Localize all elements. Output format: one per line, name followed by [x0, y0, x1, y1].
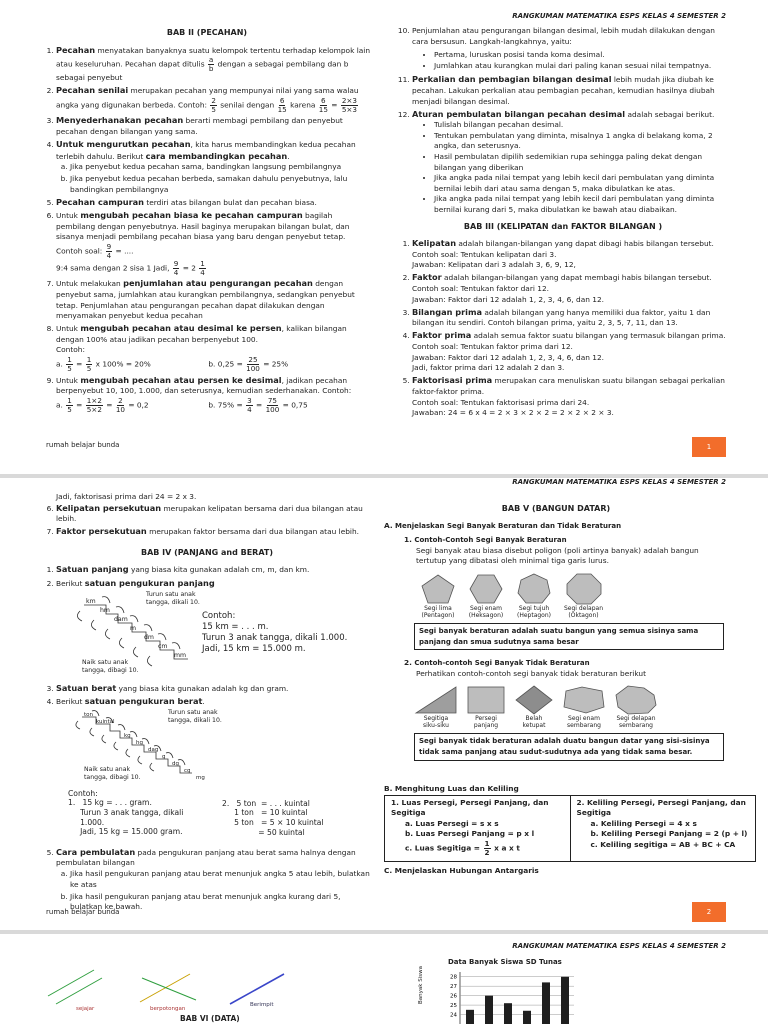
- bullet-item: • Hasil pembulatan dipilih sedemikian rupa sehingga paling dekat dengan bilangan yang diberikan: [434, 152, 728, 173]
- bullet-item: • Jumlahkan atau kurangkan mulai dari paling kanan sesuai nilai tempatnya.: [434, 61, 728, 72]
- octagon-shape: Segi delapan (Oktagon): [564, 573, 603, 619]
- irregular-polygon-definition: Segi banyak tidak beraturan adalah duatu bangun datar yang sisi-sisinya tidak sama panjang atau sudut-sudutnya ada yang tidak sama besar.: [414, 733, 724, 760]
- page-number: 1: [692, 437, 726, 457]
- section-b-heading: B. Menghitung Luas dan Keliling: [384, 784, 519, 793]
- y-tick-label: 24: [450, 1012, 457, 1019]
- sub-item: a. Jika hasil pengukuran panjang atau berat menunjuk angka 5 atau lebih, bulatkan ke atas: [70, 869, 372, 890]
- section-c-heading: C. Menjelaskan Hubungan Antargaris: [384, 865, 539, 875]
- chart-bar: [466, 1010, 474, 1024]
- left-column: [42, 492, 372, 914]
- irregular-hexagon-shape: Segi enam sembarang: [562, 685, 606, 729]
- weight-example-1: Contoh: 1. 15 kg = . . . gram. Turun 3 anak tangga, dikali 1.000. Jadi, 15 kg = 15.000 gram.: [68, 788, 184, 837]
- fraction: $\frac{6}{15}$: [277, 95, 287, 114]
- right-column: [384, 492, 728, 761]
- list-item: 5. Faktorisasi prima merupakan cara menuliskan suatu bilangan sebagai perkalian faktor-faktor prima. Contoh soal: Tentukan faktorisasi prima dari 24. Jawaban: 24 = 6 x 4 = 2 × 3 × 2 × 2 = 2 × 2 × 2 × 3.: [412, 375, 728, 418]
- list-item: 2. Pecahan senilai merupakan pecahan yang mempunyai nilai yang sama walau angka yang digunakan berbeda. Contoh: $\frac{2}{5}$ senilai dengan $\frac{6}{15}$ karena $\frac{6}{15}$ = $\frac{2\times 3}{5\times 3}$: [56, 85, 372, 114]
- page-3: [0, 934, 768, 1024]
- parallel-line-1: [48, 970, 94, 996]
- page-footer: rumah belajar bunda: [46, 908, 120, 916]
- page-header: RANGKUMAN MATEMATIKA ESPS KELAS 4 SEMESTER 2: [512, 942, 726, 950]
- bullet-item: • Pertama, luruskan posisi tanda koma desimal.: [434, 50, 728, 61]
- chart-bar: [561, 977, 569, 1024]
- intersecting-label: berpotongan: [150, 1006, 186, 1012]
- parallel-label: sejajar: [76, 1006, 95, 1012]
- list-item: 4. Faktor prima adalah semua faktor suatu bilangan yang termasuk bilangan prima. Contoh soal: Tentukan faktor prima dari 12. Jawaban: Faktor dari 12 adalah 1, 2, 3, 4, 6, dan 12. Jadi, faktor prima dari 12 adalah 2 dan 3.: [412, 330, 728, 373]
- bullet-item: • Jika angka pada nilai tempat yang lebih kecil dari pembulatan yang diminta bernilai lebih dari atau sama dengan 5, maka dibulatkan ke atas.: [434, 173, 728, 194]
- bullet-item: • Tulislah bilangan pecahan desimal.: [434, 120, 728, 131]
- y-tick-label: 28: [450, 974, 457, 981]
- bullet-item: • Jika angka pada nilai tempat yang lebih kecil dari pembulatan yang diminta bernilai kurang dari 5, maka dibulatkan ke bawah atau diabaikan.: [434, 194, 728, 215]
- bab2-list: [42, 45, 372, 414]
- list-item: 12. Aturan pembulatan bilangan pecahan desimal adalah sebagai berikut. • Tulislah bilangan pecahan desimal. • Tentukan pembulatan yang diminta, misalnya 1 angka di belakang koma, 2 angka, dan seterusnya. • Hasil pembulatan dipilih sedemikian rupa sehingga paling dekat dengan bilangan yang diberikan • Jika angka pada nilai tempat yang lebih kecil dari pembulatan yang diminta bernilai lebih dari atau sama dengan 5, maka dibulatkan ke atas. • Jika angka pada nilai tempat yang lebih kecil dari pembulatan yang diminta bernilai kurang dari 5, maka dibulatkan ke bawah atau diabaikan.: [412, 109, 728, 216]
- page-header: RANGKUMAN MATEMATIKA ESPS KELAS 4 SEMESTER 2: [512, 478, 726, 486]
- list-item: 2. Berikut satuan pengukuran panjang: [56, 578, 372, 590]
- step-down-note: Turun satu anak tangga, dikali 10.: [168, 708, 222, 724]
- list-item: 11. Perkalian dan pembagian bilangan desimal lebih mudah jika diubah ke pecahan. Lakukan perkalian atau pembagian pecahan, kemudian hasilnya diubah menjadi bilangan desimal.: [412, 74, 728, 107]
- list-item: 3. Satuan berat yang biasa kita gunakan adalah kg dan gram.: [56, 683, 372, 695]
- fraction: $\frac{6}{15}$: [318, 95, 328, 114]
- bab3-title: BAB III (KELIPATAN dan FAKTOR BILANGAN ): [463, 221, 663, 231]
- sub-item: b. Jika penyebut kedua pecahan berbeda, samakan dahulu penyebutnya, lalu bandingkan pembilangnya: [70, 174, 372, 195]
- chart-bar: [485, 996, 493, 1024]
- step-up-note: Naik satu anak tangga, dibagi 10.: [84, 765, 141, 781]
- chart-plot: [424, 958, 624, 1024]
- fraction: $\frac{1}{4}$: [200, 258, 205, 277]
- bab4-title: BAB IV (PANJANG and BERAT): [140, 547, 274, 557]
- bab4-list-3: [42, 847, 372, 913]
- list-item: 6. Kelipatan persekutuan merupakan kelipatan bersama dari dua bilangan atau lebih.: [56, 503, 372, 525]
- bar-chart: [418, 958, 624, 1024]
- step-up-note: Naik satu anak tangga, dibagi 10.: [82, 658, 139, 674]
- rhombus-shape: Belah ketupat: [514, 685, 554, 729]
- bab5-title: BAB V (BANGUN DATAR): [501, 504, 611, 513]
- fraction: $\frac{9}{4}$: [106, 241, 112, 260]
- section-a2: 2. Contoh-contoh Segi Banyak Tidak Beraturan Perhatikan contoh-contoh segi banyak tidak beraturan berikut: [404, 658, 646, 678]
- bab2-title: BAB II (PECAHAN): [166, 28, 248, 37]
- y-tick-label: 26: [450, 993, 457, 1000]
- y-tick-label: 27: [450, 984, 457, 991]
- page-footer: rumah belajar bunda: [46, 441, 120, 449]
- list-item: 1. Kelipatan adalah bilangan-bilangan yang dapat dibagi habis bilangan tersebut. Contoh soal: Tentukan kelipatan dari 3. Jawaban: Kelipatan dari 3 adalah 3, 6, 9, 12,: [412, 238, 728, 271]
- page-2: [0, 478, 768, 930]
- right-triangle-shape: Segitiga siku-siku: [414, 685, 458, 729]
- y-tick-label: 25: [450, 1003, 457, 1010]
- page-1: [0, 0, 768, 474]
- page-header: RANGKUMAN MATEMATIKA ESPS KELAS 4 SEMESTER 2: [512, 12, 726, 20]
- heptagon-shape: Segi tujuh (Heptagon): [516, 573, 552, 619]
- regular-polygon-definition: Segi banyak beraturan adalah suatu bangun yang semua sisinya sama panjang dan smua sudutnya sama besar: [414, 623, 724, 650]
- list-item: 3. Bilangan prima adalah bilangan yang hanya memiliki dua faktor, yaitu 1 dan bilangan itu sendiri. Contoh bilangan prima, yaitu 2, 3, 5, 7, 11, dan 13.: [412, 307, 728, 329]
- perimeter-heading: 2. Keliling Persegi, Persegi Panjang, dan Segitiga: [576, 797, 746, 818]
- left-column: [42, 26, 372, 415]
- intersecting-line-1: [140, 974, 190, 1002]
- irregular-octagon-shape: Segi delapan sembarang: [614, 685, 658, 729]
- length-example: Contoh: 15 km = . . . m. Turun 3 anak tangga, dikali 1.000. Jadi, 15 km = 15.000 m.: [202, 610, 348, 654]
- bab3-list: [398, 238, 728, 419]
- bab2-list-continued: [398, 26, 728, 216]
- section-a-heading: A. Menjelaskan Segi Banyak Beraturan dan Tidak Beraturan: [384, 520, 622, 530]
- fraction: $\frac{a}{b}$: [208, 55, 214, 74]
- bab4-list-2: [42, 683, 372, 708]
- y-axis-label: Banyak Siswa: [418, 966, 424, 1004]
- section-b: [384, 784, 756, 877]
- section-a1: 1. Contoh-Contoh Segi Banyak Beraturan Segi banyak atau biasa disebut poligon (poli artinya banyak) adalah bangun tertutup yang dibatasi oleh minimal tiga garis lurus.: [404, 535, 699, 566]
- fraction: $\frac{2}{5}$: [211, 95, 216, 114]
- area-heading: 1. Luas Persegi, Persegi Panjang, dan Segitiga: [391, 797, 549, 818]
- rectangle-shape: Persegi panjang: [466, 685, 506, 729]
- continued-text: Jadi, faktorisasi prima dari 24 = 2 x 3.: [56, 492, 197, 501]
- weight-staircase-diagram: ton kuintal kg hg dag g dg cg mg Turun satu anak tangga, dikali 10. Naik satu anak tangga, dibagi 10.: [42, 709, 372, 789]
- pentagon-shape: Segi lima (Pentagon): [420, 573, 456, 619]
- list-item: 5. Cara pembulatan pada pengukuran panjang atau berat sama halnya dengan pembulatan bilangan a. Jika hasil pengukuran panjang atau berat menunjuk angka 5 atau lebih, bulatkan ke atas b. Jika hasil pengukuran panjang atau berat menunjuk angka kurang dari 5, bulatkan ke bawah.: [56, 847, 372, 913]
- bullet-item: • Tentukan pembulatan yang diminta, misalnya 1 angka di belakang koma, 2 angka, dan seterusnya.: [434, 131, 728, 152]
- area-formulas-cell: 1. Luas Persegi, Persegi Panjang, dan Segitiga a. Luas Persegi = s x s b. Luas Persegi Panjang = p x l c. Luas Segitiga = $\frac{1}{2}$ x a x t: [385, 795, 571, 861]
- area-perimeter-table: [384, 795, 756, 862]
- list-item: 7. Faktor persekutuan merupakan faktor bersama dari dua bilangan atau lebih.: [56, 526, 372, 538]
- sub-item: b. Jika hasil pengukuran panjang atau berat menunjuk angka kurang dari 5, bulatkan ke bawah.: [70, 892, 372, 913]
- list-item: 7. Untuk melakukan penjumlahan atau pengurangan pecahan dengan penyebut sama, jumlahkan atau kurangkan pembilangnya, sedangkan penyebut tetap. Penjumlahan atau pengurangan pecahan dapat dilakukan dengan menyamakan penyebut kedua pecahan: [56, 278, 372, 321]
- weight-example-2: 2. 5 ton = . . . kuintal 1 ton = 10 kuintal 5 ton = 5 × 10 kuintal = 50 kuintal: [222, 798, 324, 837]
- right-column: [398, 26, 728, 420]
- bab4-list: [42, 564, 372, 589]
- list-item: 2. Faktor adalah bilangan-bilangan yang dapat membagi habis bilangan tersebut. Contoh soal: Tentukan faktor dari 12. Jawaban: Faktor dari 12 adalah 1, 2, 3, 4, 6, dan 12.: [412, 272, 728, 305]
- sub-item: a. Jika penyebut kedua pecahan sama, bandingkan langsung pembilangnya: [70, 162, 372, 173]
- fraction: $\frac{2\times 3}{5\times 3}$: [341, 95, 357, 114]
- bab6-title: BAB VI (DATA): [180, 1014, 240, 1023]
- chart-bar: [523, 1011, 531, 1024]
- list-item: 1. Pecahan menyatakan banyaknya suatu kelompok tertentu terhadap kelompok lain atau keseluruhan. Pecahan dapat ditulis $\frac{a}{b}$ dengan a sebagai pembilang dan b sebagai penyebut: [56, 45, 372, 84]
- list-item: 3. Menyederhanakan pecahan berarti membagi pembilang dan penyebut pecahan dengan bilangan yang sama.: [56, 115, 372, 137]
- weight-examples: [42, 789, 372, 847]
- parallel-line-2: [56, 978, 102, 1004]
- coincident-label: Berimpit: [250, 1002, 274, 1008]
- regular-polygon-gallery: [420, 573, 728, 619]
- list-item: 5. Pecahan campuran terdiri atas bilangan bulat dan pecahan biasa.: [56, 197, 372, 209]
- step-down-note: Turun satu anak tangga, dikali 10.: [146, 590, 200, 606]
- coincident-line: [230, 974, 284, 1004]
- list-item: 1. Satuan panjang yang biasa kita gunakan adalah cm, m, dan km.: [56, 564, 372, 576]
- page-number: 2: [692, 902, 726, 922]
- length-staircase-diagram: km hm dam m dm cm mm Turun satu anak tangga, dikali 10. Naik satu anak tangga, dibagi 10. Contoh: 15 km = . . . m. Turun 3 anak tangga, dikali 1.000. Jadi, 15 km = 15.000 m.: [42, 591, 372, 683]
- irregular-polygon-gallery: [414, 685, 728, 729]
- list-item: 4. Untuk mengurutkan pecahan, kita harus membandingkan kedua pecahan terlebih dahulu. Berikut cara membandingkan pecahan. a. Jika penyebut kedua pecahan sama, bandingkan langsung pembilangnya b. Jika penyebut kedua pecahan berbeda, samakan dahulu penyebutnya, lalu bandingkan pembilangnya: [56, 139, 372, 195]
- chart-title: Data Banyak Siswa SD Tunas: [448, 958, 562, 966]
- bab3-list-continued: [42, 503, 372, 538]
- list-item: 8. Untuk mengubah pecahan atau desimal ke persen, kalikan bilangan dengan 100% atau jadikan pecahan berpenyebut 100. Contoh: a. $\frac{1}{5}$ = $\frac{1}{5}$ x 100% = 20% b. 0,25 = $\frac{25}{100}$ = 25%: [56, 323, 372, 373]
- chart-bar: [542, 982, 550, 1024]
- perimeter-formulas-cell: 2. Keliling Persegi, Persegi Panjang, dan Segitiga a. Keliling Persegi = 4 x s b. Keliling Persegi Panjang = 2 (p + l) c. Keliling segitiga = AB + BC + CA: [570, 795, 756, 861]
- list-item: 9. Untuk mengubah pecahan atau persen ke desimal, jadikan pecahan berpenyebut 10, 100, 1.000, dan seterusnya, kemudian sederhanakan. Contoh: a. $\frac{1}{5}$ = $\frac{1\times 2}{5\times 2}$ = $\frac{2}{10}$ = 0,2 b. 75% = $\frac{3}{4}$ = $\frac{75}{100}$ = 0,75: [56, 375, 372, 414]
- list-item: 4. Berikut satuan pengukuran berat.: [56, 696, 372, 708]
- chart-bar: [504, 1003, 512, 1024]
- hexagon-shape: Segi enam (Heksagon): [468, 573, 504, 619]
- list-item: 6. Untuk mengubah pecahan biasa ke pecahan campuran bagilah pembilang dengan penyebutnya. Hasil baginya merupakan bilangan bulat, dan sisanya menjadi pembilang pecahan biasa yang baru dengan penyebut tetap. Contoh soal: $\frac{9}{4}$ = .... 9:4 sama dengan 2 sisa 1 Jadi, $\frac{9}{4}$ = 2 $\frac{1}{4}$: [56, 210, 372, 277]
- fraction: $\frac{9}{4}$: [173, 258, 179, 277]
- list-item: 10. Penjumlahan atau pengurangan bilangan desimal, lebih mudah dilakukan dengan cara bersusun. Langkah-langkahnya, yaitu: • Pertama, luruskan posisi tanda koma desimal. • Jumlahkan atau kurangkan mulai dari paling kanan sesuai nilai tempatnya.: [412, 26, 728, 71]
